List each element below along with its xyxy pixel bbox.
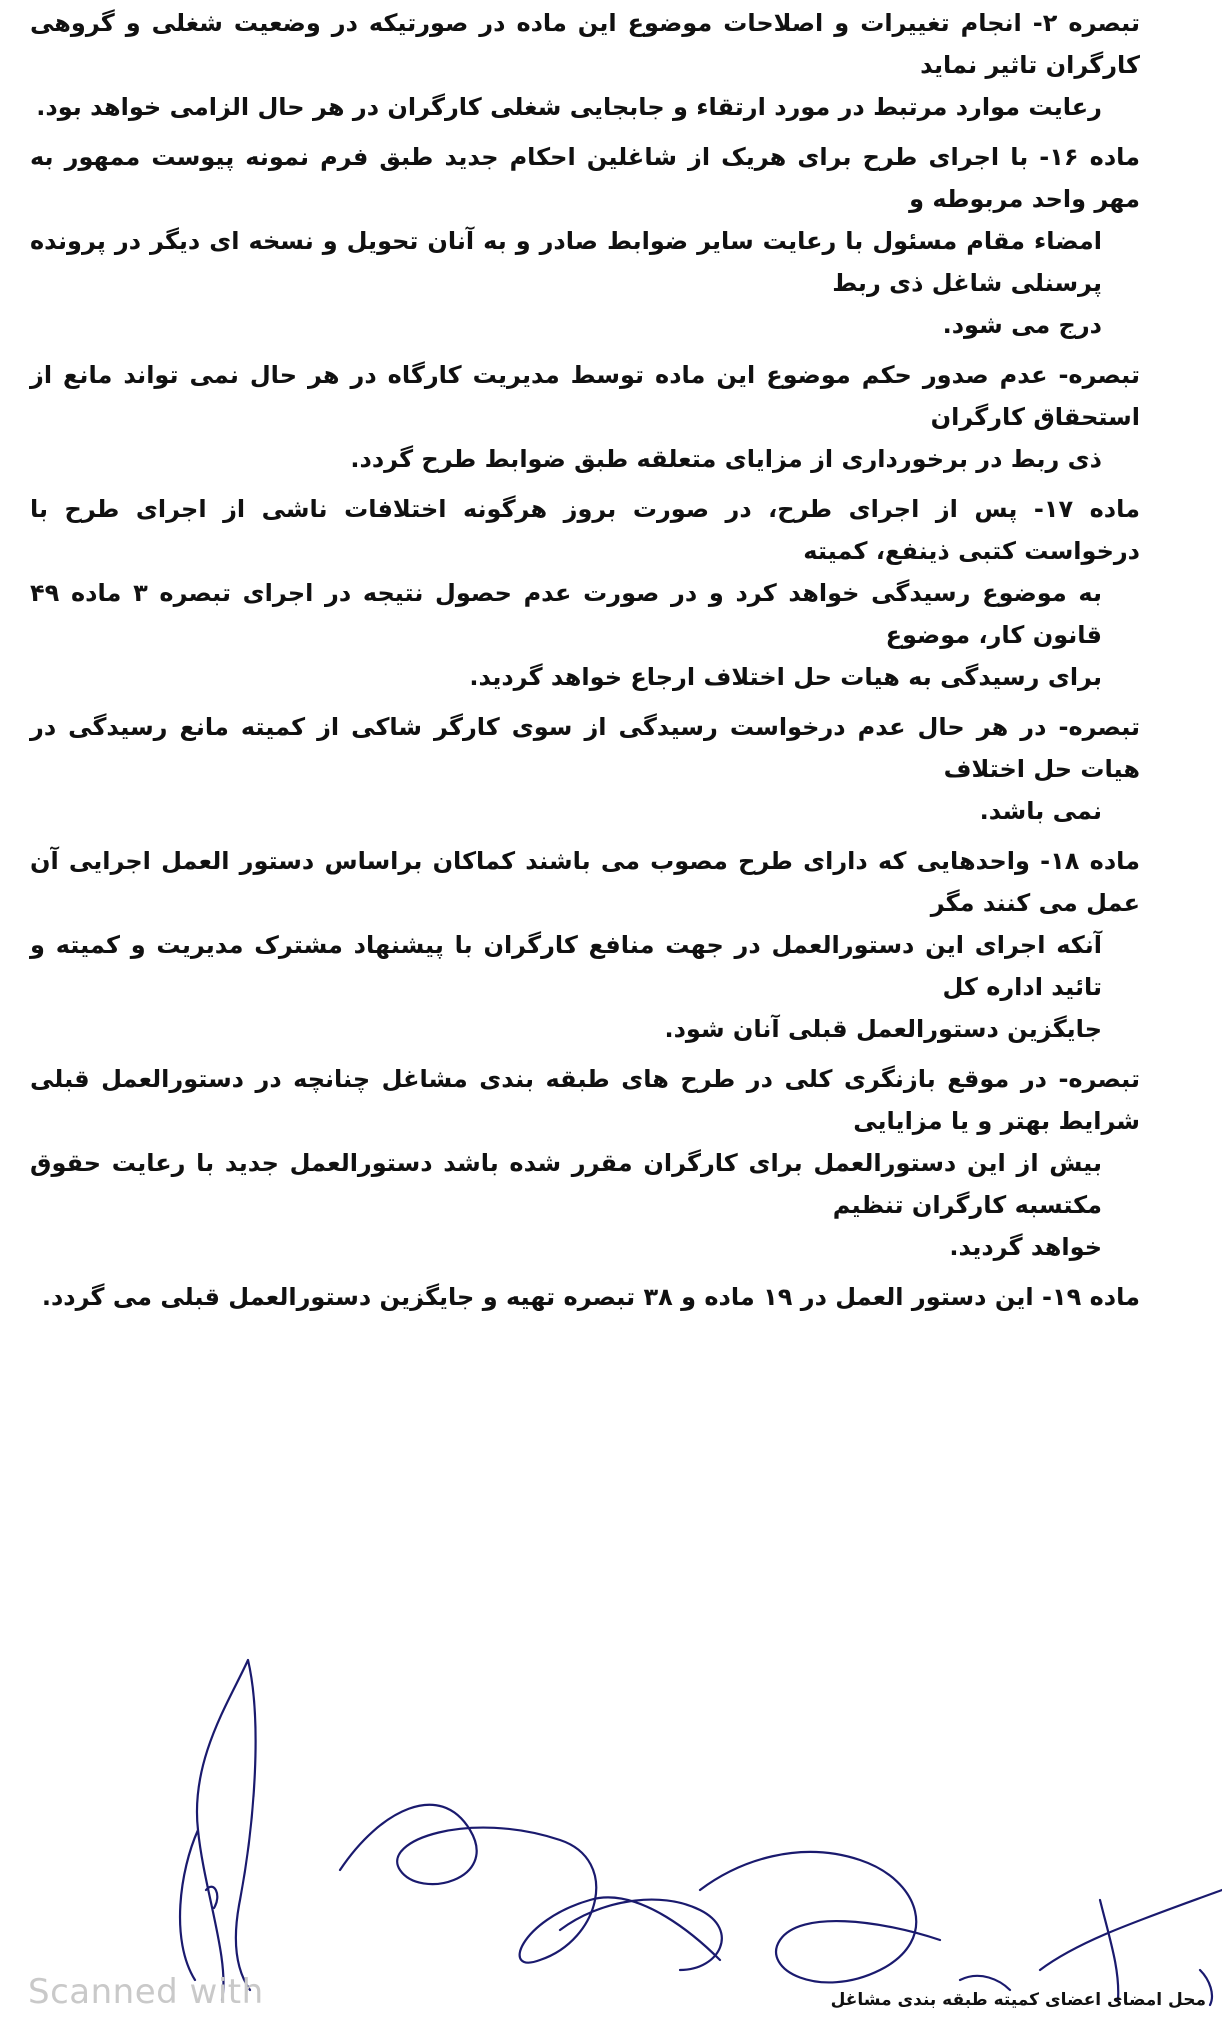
paragraph-line: به موضوع رسیدگی خواهد کرد و در صورت عدم حصول نتیجه در اجرای تبصره ۳ ماده ۴۹ قانون کار، موضوع xyxy=(30,579,1102,649)
paragraph-line: ماده ۱۷- پس از اجرای طرح، در صورت بروز هرگونه اختلافات ناشی از اجرای طرح با درخواست کتبی ذینفع، کمیته xyxy=(30,495,1140,565)
paragraph-line: ذی ربط در برخورداری از مزایای متعلقه طبق ضوابط طرح گردد. xyxy=(350,445,1102,473)
signature-area xyxy=(0,1640,1222,2014)
paragraph-line: جایگزین دستورالعمل قبلی آنان شود. xyxy=(664,1015,1102,1043)
signature-1 xyxy=(180,1660,256,2000)
paragraph-line: تبصره- در هر حال عدم درخواست رسیدگی از سوی کارگر شاکی از کمیته مانع رسیدگی در هیات حل اختلاف xyxy=(30,713,1140,783)
document-paragraph xyxy=(30,1058,1140,1268)
paragraph-line: درج می شود. xyxy=(942,311,1102,339)
signature-2 xyxy=(340,1805,722,1970)
paragraph-line: ماده ۱۹- این دستور العمل در ۱۹ ماده و ۳۸ تبصره تهیه و جایگزین دستورالعمل قبلی می گردد. xyxy=(41,1283,1140,1311)
document-paragraph xyxy=(30,136,1140,346)
document-paragraph xyxy=(30,488,1140,698)
signatures-drawing xyxy=(0,1640,1222,2014)
document-paragraph xyxy=(30,706,1140,832)
document-paragraph xyxy=(30,1276,1140,1318)
document-paragraph xyxy=(30,840,1140,1050)
document-paragraph xyxy=(30,2,1140,128)
paragraph-line: رعایت موارد مرتبط در مورد ارتقاء و جابجایی شغلی کارگران در هر حال الزامی خواهد بود. xyxy=(36,93,1102,121)
paragraph-line: امضاء مقام مسئول با رعایت سایر ضوابط صادر و به آنان تحویل و نسخه ای دیگر در پرونده پرسنلی شاغل ذی ربط xyxy=(30,227,1102,297)
paragraph-line: تبصره- عدم صدور حکم موضوع این ماده توسط مدیریت کارگاه در هر حال نمی تواند مانع از استحقاق کارگران xyxy=(30,361,1140,431)
paragraph-line: برای رسیدگی به هیات حل اختلاف ارجاع خواهد گردید. xyxy=(469,663,1102,691)
paragraph-line: آنکه اجرای این دستورالعمل در جهت منافع کارگران با پیشنهاد مشترک مدیریت و کمیته و تائید اداره کل xyxy=(30,931,1102,1001)
document-paragraph xyxy=(30,354,1140,480)
paragraph-line: خواهد گردید. xyxy=(949,1233,1102,1261)
signature-caption: محل امضای اعضای کمیته طبقه بندی مشاغل xyxy=(830,1990,1206,2010)
document-body xyxy=(30,2,1140,1326)
scanner-watermark: Scanned with xyxy=(28,1972,264,2012)
signature-4 xyxy=(1040,1890,1222,2005)
signature-3 xyxy=(700,1852,1010,1990)
paragraph-line: ماده ۱۶- با اجرای طرح برای هریک از شاغلین احکام جدید طبق فرم نمونه پیوست ممهور به مهر واحد مربوطه و xyxy=(30,143,1141,213)
paragraph-line: نمی باشد. xyxy=(979,797,1102,825)
paragraph-line: بیش از این دستورالعمل برای کارگران مقرر شده باشد دستورالعمل جدید با رعایت حقوق مکتسبه کارگران تنظیم xyxy=(30,1149,1102,1219)
paragraph-line: ماده ۱۸- واحدهایی که دارای طرح مصوب می باشند کماکان براساس دستور العمل اجرایی آن عمل می کنند مگر xyxy=(30,847,1141,917)
paragraph-line: تبصره ۲- انجام تغییرات و اصلاحات موضوع این ماده در صورتیکه در وضعیت شغلی و گروهی کارگران تاثیر نماید xyxy=(30,9,1140,79)
paragraph-line: تبصره- در موقع بازنگری کلی در طرح های طبقه بندی مشاغل چنانچه در دستورالعمل قبلی شرایط بهتر و یا مزایایی xyxy=(30,1065,1140,1135)
